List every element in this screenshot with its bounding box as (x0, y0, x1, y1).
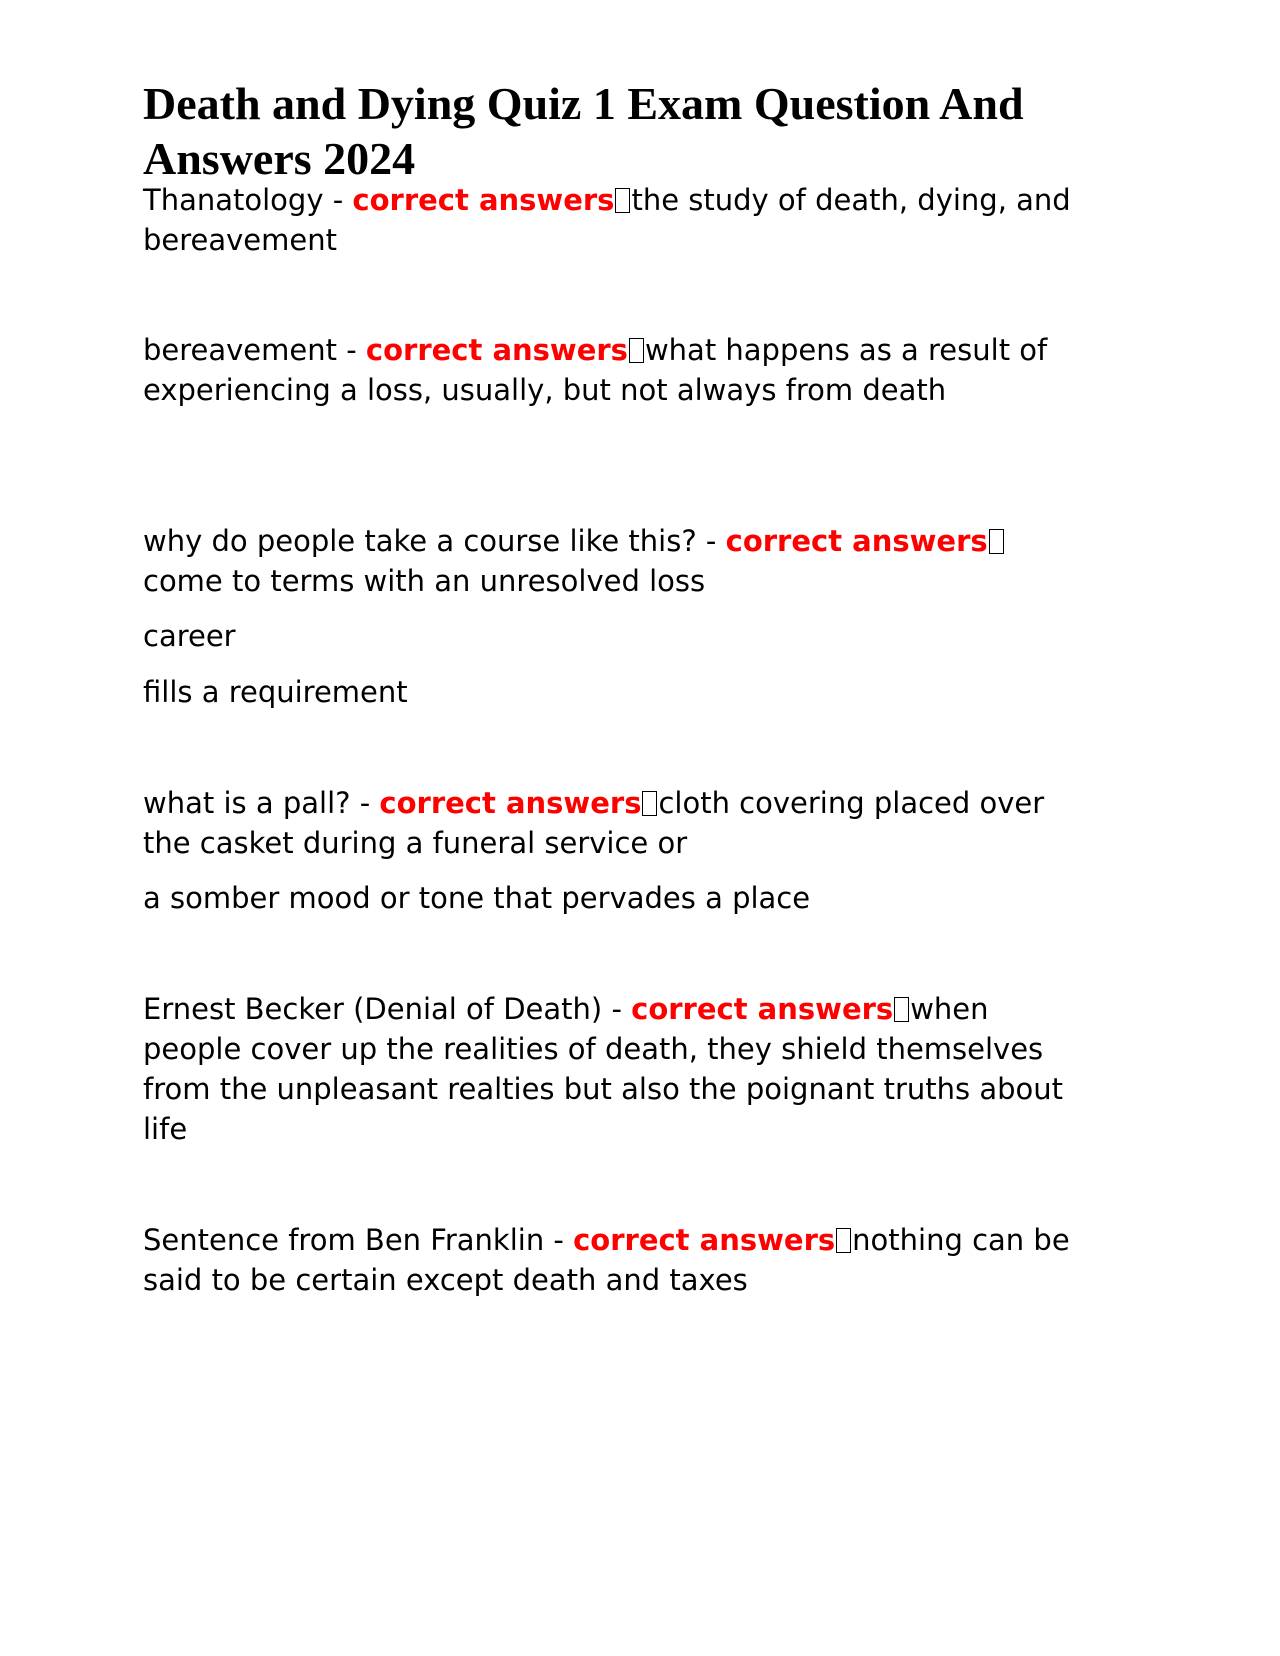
qa-item (143, 1220, 1083, 1300)
missing-glyph-icon (615, 188, 630, 213)
answer-text: cloth covering placed over the casket during a funeral service or (143, 786, 1045, 860)
question-text: bereavement - (143, 333, 366, 367)
missing-glyph-icon (642, 791, 657, 816)
answer-label: correct answers (725, 524, 988, 558)
answer-extra-line: a somber mood or tone that pervades a place (143, 881, 811, 915)
answer-text: nothing can be said to be certain except death and taxes (143, 1223, 1070, 1297)
qa-item (143, 783, 1083, 863)
answer-label: correct answers (365, 333, 628, 367)
question-text: Thanatology - (143, 183, 353, 217)
answer-text: come to terms with an unresolved loss (143, 564, 706, 598)
answer-text: when people cover up the realities of death, they shield themselves from the unpleasant realties but also the poignant truths about life (143, 992, 1063, 1146)
question-text: what is a pall? - (143, 786, 380, 820)
answer-extra-line: fills a requirement (143, 675, 408, 709)
answer-label: correct answers (379, 786, 642, 820)
answer-label: correct answers (631, 992, 894, 1026)
qa-item (143, 180, 1083, 260)
question-text: why do people take a course like this? - (143, 524, 726, 558)
missing-glyph-icon (894, 997, 909, 1022)
answer-text: what happens as a result of experiencing a loss, usually, but not always from death (143, 333, 1048, 407)
missing-glyph-icon (836, 1228, 851, 1253)
question-text: Sentence from Ben Franklin - (143, 1223, 574, 1257)
answer-extra-line: career (143, 619, 236, 653)
qa-item (143, 521, 1083, 601)
question-text: Ernest Becker (Denial of Death) - (143, 992, 632, 1026)
missing-glyph-icon (629, 338, 644, 363)
missing-glyph-icon (989, 529, 1004, 554)
answer-text: the study of death, dying, and bereavement (143, 183, 1071, 257)
qa-item (143, 330, 1083, 410)
document-title: Death and Dying Quiz 1 Exam Question And Answers 2024 (143, 78, 1024, 184)
answer-label: correct answers (573, 1223, 836, 1257)
answer-label: correct answers (352, 183, 615, 217)
qa-item (143, 989, 1083, 1149)
